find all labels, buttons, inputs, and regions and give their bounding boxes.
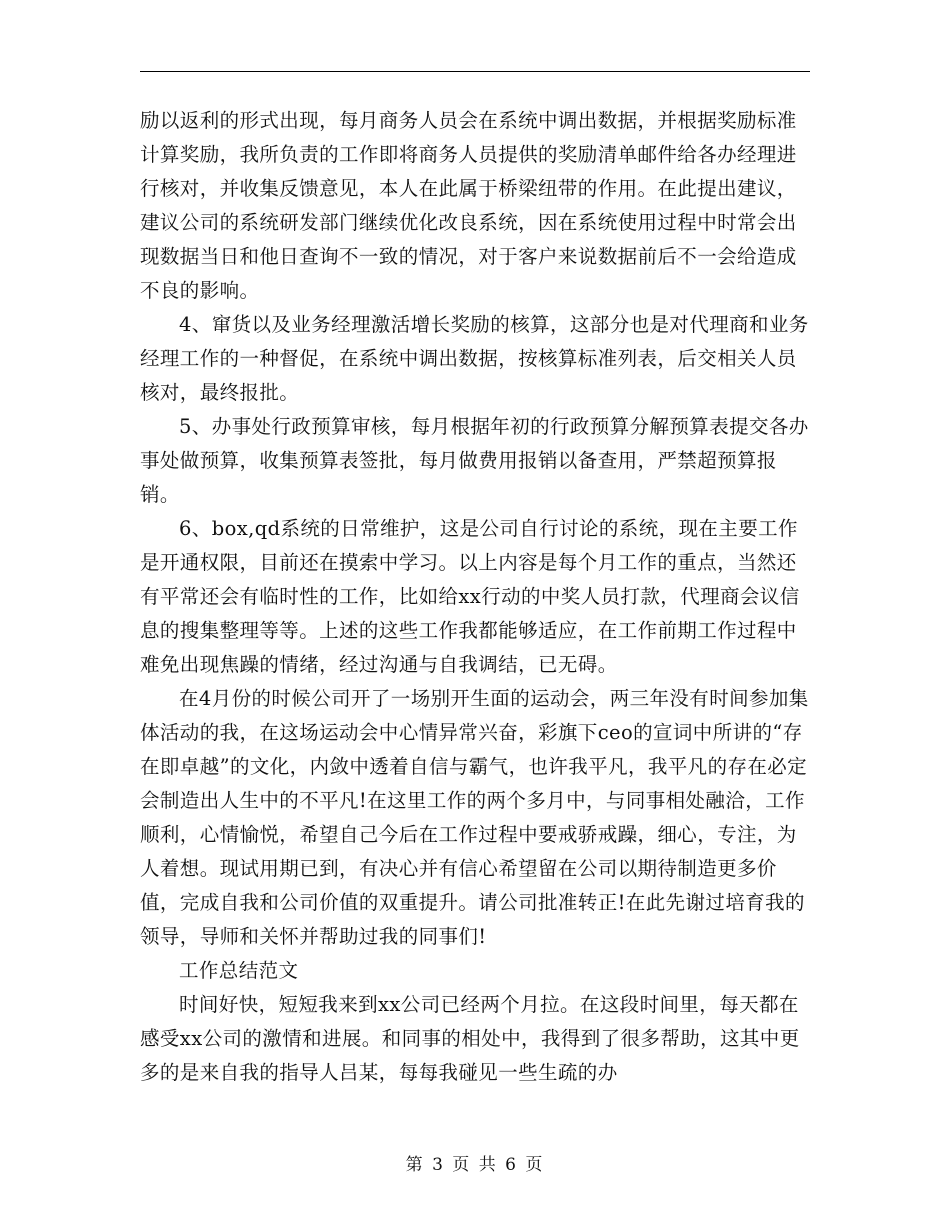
paragraph-continuation: 励以返利的形式出现，每月商务人员会在系统中调出数据，并根据奖励标准计算奖励，我所负责的工作即将商务人员提供的奖励清单邮件给各办经理进行核对，并收集反馈意见，本人在此属于桥梁纽带的作用。在此提出建议，建议公司的系统研发部门继续优化改良系统，因在系统使用过程中时常会出现数据当日和他日查询不一致的情况，对于客户来说数据前后不一会给造成不良的影响。 — [140, 109, 797, 302]
page-number: 第 3 页 共 6 页 — [405, 1155, 545, 1175]
section-heading: 工作总结范文 — [179, 959, 299, 982]
header-rule — [140, 71, 810, 72]
document-body — [140, 104, 812, 1090]
paragraph-item-4: 4、窜货以及业务经理激活增长奖励的核算，这部分也是对代理商和业务经理工作的一种督促，在系统中调出数据，按核算标准列表，后交相关人员核对，最终报批。 — [140, 313, 809, 404]
paragraph-item-5: 5、办事处行政预算审核，每月根据年初的行政预算分解预算表提交各办事处做预算，收集预算表签批，每月做费用报销以备查用，严禁超预算报销。 — [140, 415, 809, 506]
paragraph-summary-intro: 时间好快，短短我来到xx公司已经两个月拉。在这段时间里，每天都在感受xx公司的激情和进展。和同事的相处中，我得到了很多帮助，这其中更多的是来自我的指导人吕某，每每我碰见一些生疏的办 — [140, 993, 800, 1084]
paragraph-sports-meet: 在4月份的时候公司开了一场别开生面的运动会，两三年没有时间参加集体活动的我，在这场运动会中心情异常兴奋，彩旗下ceo的宣词中所讲的“存在即卓越”的文化，内敛中透着自信与霸气，也许我平凡，我平凡的存在必定会制造出人生中的不平凡!在这里工作的两个多月中，与同事相处融洽，工作顺利，心情愉悦，希望自己今后在工作过程中要戒骄戒躁，细心，专注，为人着想。现试用期已到，有决心并有信心希望留在公司以期待制造更多价值，完成自我和公司价值的双重提升。请公司批准转正!在此先谢过培育我的领导，导师和关怀并帮助过我的同事们! — [140, 687, 809, 948]
paragraph-item-6: 6、box,qd系统的日常维护，这是公司自行讨论的系统，现在主要工作是开通权限，目前还在摸索中学习。以上内容是每个月工作的重点，当然还有平常还会有临时性的工作，比如给xx行动的中奖人员打款，代理商会议信息的搜集整理等等。上述的这些工作我都能够适应，在工作前期工作过程中难免出现焦躁的情绪，经过沟通与自我调结，已无碍。 — [140, 517, 800, 676]
